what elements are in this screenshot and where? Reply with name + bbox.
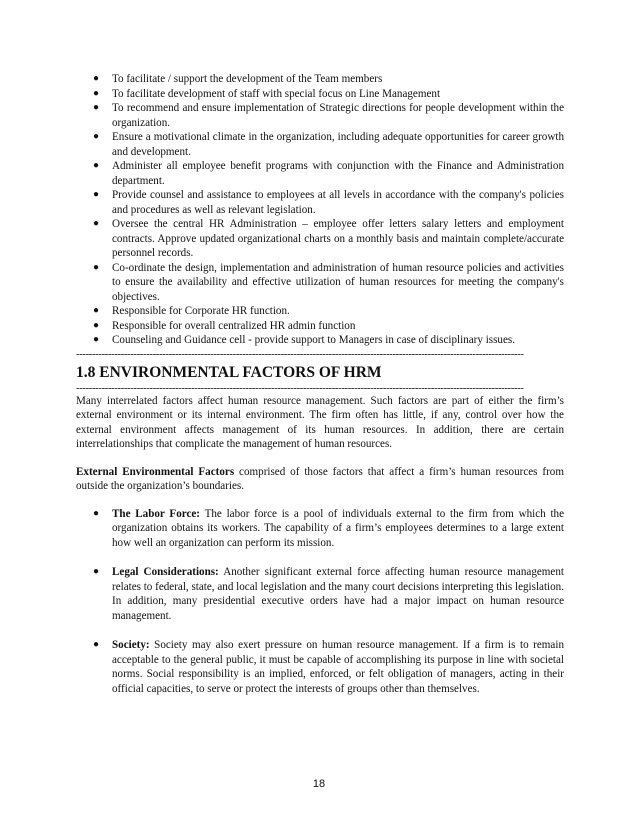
list-item: [76, 217, 564, 261]
factor-term: Legal Considerations:: [112, 566, 219, 578]
list-item-text: Responsible for overall centralized HR admin function: [112, 319, 356, 332]
external-factors-list: [76, 507, 564, 697]
external-factors-title: External Environmental Factors: [76, 465, 235, 478]
bullet-icon: ●: [93, 87, 100, 99]
list-item: [76, 638, 564, 696]
spacer: [76, 452, 564, 465]
list-item: [76, 507, 564, 551]
list-item-text: Responsible for Corporate HR function.: [112, 305, 290, 317]
list-item: [76, 565, 564, 623]
bullet-icon: ●: [93, 160, 100, 171]
list-item: [76, 130, 564, 159]
bullet-icon: ●: [93, 218, 100, 229]
list-item: [76, 87, 564, 102]
bullet-icon: ●: [93, 131, 100, 142]
bullet-icon: ●: [93, 334, 100, 345]
list-item: [76, 261, 564, 305]
external-factors-text: comprised of those factors that affect a firm’s human resources from outside the organization’s boundaries.: [76, 465, 564, 492]
bullet-icon: ●: [93, 189, 100, 200]
section-heading: 1.8 ENVIRONMENTAL FACTORS OF HRM: [76, 363, 382, 381]
list-item-text: Co-ordinate the design, implementation and administration of human resource policies and activities to ensure the availability and effective utilization of human resources for meeting the company's objectives.: [112, 261, 564, 303]
spacer: [76, 494, 564, 507]
factor-term: The Labor Force:: [112, 507, 201, 520]
list-item-text: To recommend and ensure implementation of Strategic directions for people development within the organization.: [112, 102, 564, 129]
bullet-icon: ●: [93, 73, 100, 84]
bullet-icon: ●: [93, 261, 100, 273]
factor-text: Another significant external force affecting human resource management relates to federal, state, and local legislation and the many court decisions interpreting this legislation. In addition, many presidential executive orders have had a major impact on human resource management.: [112, 566, 564, 622]
responsibilities-list: [76, 72, 564, 348]
intro-paragraph: Many interrelated factors affect human resource management. Such factors are part of either the firm’s external environment or its internal environment. The firm often has little, if any, control over how the external environment affects management of its human resources. In addition, there are certain interrelationships that complicate the management of human resources.: [76, 394, 564, 450]
list-item: [76, 159, 564, 188]
divider-bottom: --------------------------------------------------------------------------------------------------------------------------------------------: [76, 383, 524, 394]
bullet-icon: ●: [93, 319, 100, 331]
document-page: [76, 72, 564, 711]
list-item: [76, 101, 564, 130]
bullet-icon: ●: [93, 566, 100, 577]
external-factors-paragraph: [76, 465, 564, 494]
list-item-text: Counseling and Guidance cell - provide support to Managers in case of disciplinary issues.: [112, 334, 515, 346]
list-item: [76, 319, 564, 334]
list-item: [76, 188, 564, 217]
divider-top: --------------------------------------------------------------------------------------------------------------------------------------------: [76, 349, 524, 360]
list-item-text: Provide counsel and assistance to employees at all levels in accordance with the company's policies and procedures as well as relevant legislation.: [112, 189, 564, 216]
list-item-text: Ensure a motivational climate in the organization, including adequate opportunities for career growth and development.: [112, 131, 564, 158]
list-item-text: Administer all employee benefit programs with conjunction with the Finance and Administration department.: [112, 160, 564, 187]
list-item: [76, 304, 564, 319]
list-item-text: To facilitate development of staff with special focus on Line Management: [112, 87, 441, 100]
list-item-text: To facilitate / support the development of the Team members: [112, 73, 383, 85]
bullet-icon: ●: [93, 507, 100, 519]
list-item: [76, 333, 564, 348]
bullet-icon: ●: [93, 305, 100, 316]
factor-text: The labor force is a pool of individuals external to the firm from which the organization obtains its workers. The capability of a firm’s employees determines to a large extent how well an organization can perform its mission.: [112, 507, 564, 549]
list-item: [76, 72, 564, 87]
page-number: 18: [312, 778, 326, 790]
list-item-text: Oversee the central HR Administration – employee offer letters salary letters and employment contracts. Approve updated organizational charts on a monthly basis and maintain complete/accurate personnel records.: [112, 218, 564, 259]
bullet-icon: ●: [93, 102, 100, 113]
factor-term: Society:: [112, 639, 150, 651]
bullet-icon: ●: [93, 639, 100, 650]
factor-text: Society may also exert pressure on human resource management. If a firm is to remain acceptable to the general public, it must be capable of accomplishing its purpose in line with societal norms. Social responsibility is an implied, enforced, or felt obligation of managers, acting in their official capacities, to serve or protect the interests of groups other than themselves.: [112, 639, 564, 695]
